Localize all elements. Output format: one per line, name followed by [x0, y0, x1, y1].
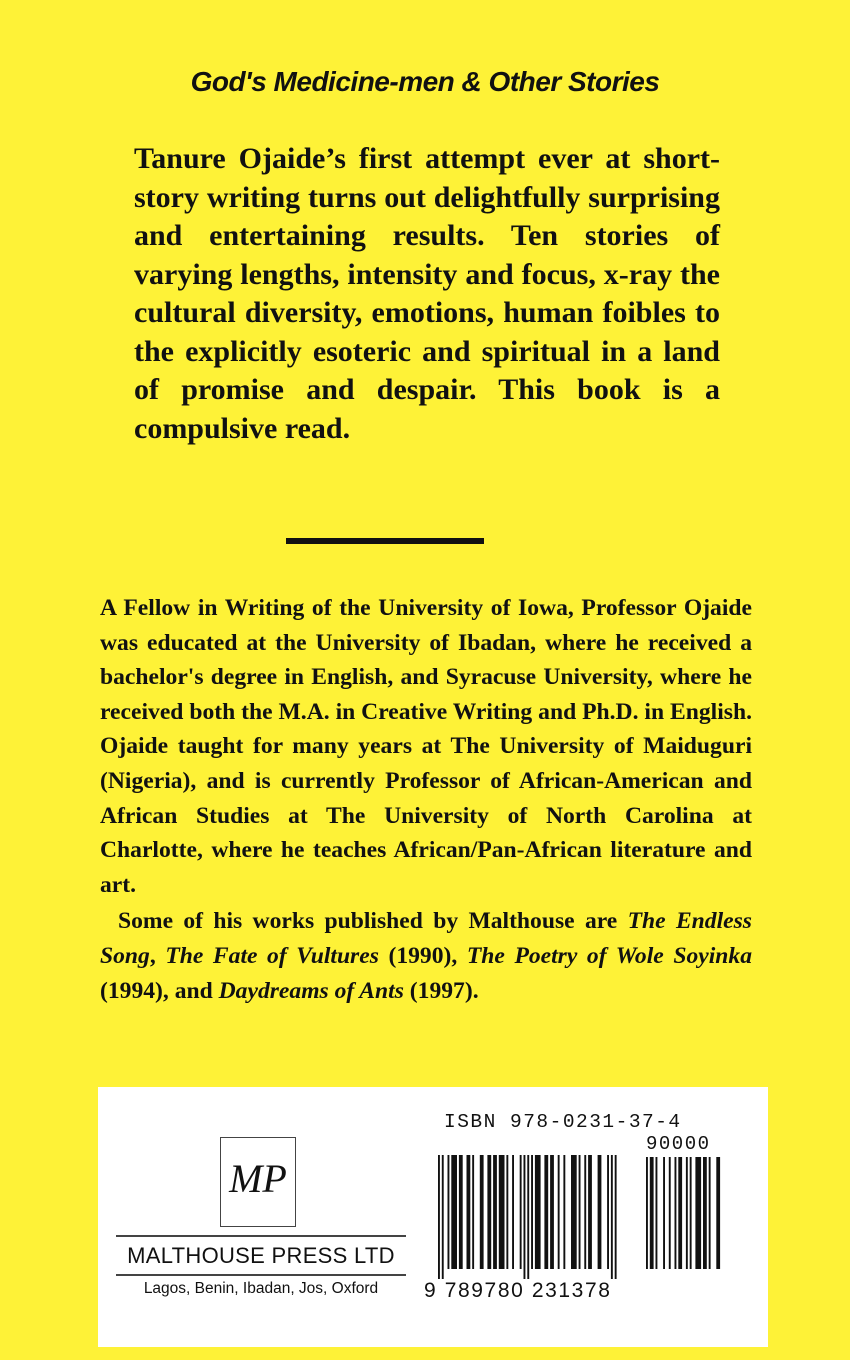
- barcode-digits: 9 789780 231378: [424, 1279, 612, 1302]
- barcode-panel: [98, 1087, 768, 1347]
- barcode-bar: [512, 1155, 514, 1269]
- barcode-bar: [535, 1155, 541, 1269]
- publisher-rule-top: [116, 1235, 406, 1237]
- barcode-bar: [650, 1157, 654, 1269]
- barcode-bar: [527, 1155, 529, 1279]
- barcode-bar: [675, 1157, 677, 1269]
- barcode-bar: [690, 1157, 692, 1269]
- barcode-bar: [448, 1155, 450, 1269]
- barcode-bar: [459, 1155, 463, 1269]
- barcode-bar: [472, 1155, 474, 1269]
- price-code: 90000: [646, 1133, 711, 1155]
- work-title: The Poetry of Wole Soyinka: [466, 942, 752, 969]
- book-blurb: Tanure Ojaide’s first attempt ever at short-story writing turns out delightfully surprising and entertaining results. Ten stories of varying lengths, intensity and focus, x-ray the cultural diversity, emotions, human foibles to the explicitly esoteric and spiritual in a land of promise and despair. This book is a compulsive read.: [134, 142, 720, 445]
- barcode-bar: [524, 1155, 526, 1279]
- work-year: (1990),: [378, 942, 467, 969]
- work-title: The Endless Song: [100, 908, 752, 969]
- works-list: [100, 904, 752, 1008]
- book-title: God's Medicine-men & Other Stories: [190, 66, 660, 97]
- barcode-bar: [598, 1155, 602, 1269]
- isbn-label: ISBN 978-0231-37-4: [444, 1111, 682, 1133]
- barcode-bar: [579, 1155, 581, 1269]
- author-bio-section: [100, 591, 752, 1008]
- barcode-bar: [663, 1157, 665, 1269]
- work-title: Daydreams of Ants: [218, 977, 404, 1004]
- publisher-cities: Lagos, Benin, Ibadan, Jos, Oxford: [143, 1280, 379, 1297]
- work-year: (1994), and: [100, 977, 219, 1004]
- work-year: (1997).: [403, 977, 479, 1004]
- barcode-bar: [695, 1157, 701, 1269]
- publisher-rule-bottom: [116, 1274, 406, 1276]
- barcode-bar: [571, 1155, 577, 1269]
- barcode-bar: [550, 1155, 554, 1269]
- barcode-bar: [678, 1157, 682, 1269]
- barcode-bar: [493, 1155, 497, 1269]
- barcode-bar: [531, 1155, 533, 1269]
- publisher-logo: MP: [220, 1137, 296, 1227]
- section-divider: [286, 538, 484, 544]
- barcode-bar: [451, 1155, 457, 1269]
- barcode-bar: [584, 1155, 586, 1269]
- barcode-bar: [646, 1157, 648, 1269]
- barcode-bar: [656, 1157, 658, 1269]
- barcode-bar: [480, 1155, 484, 1269]
- barcode-bar: [467, 1155, 471, 1269]
- barcode-bar: [558, 1155, 560, 1269]
- barcode-bar: [506, 1155, 508, 1269]
- barcode-bar: [544, 1155, 548, 1269]
- barcode-bar: [703, 1157, 707, 1269]
- barcode-bar: [607, 1155, 609, 1269]
- barcode-bar: [438, 1155, 440, 1279]
- barcode-bar: [686, 1157, 688, 1269]
- price-barcode: [646, 1157, 726, 1277]
- barcode-bar: [611, 1155, 613, 1279]
- barcode-bar: [716, 1157, 720, 1269]
- publisher-name: MALTHOUSE PRESS LTD: [127, 1243, 395, 1268]
- barcode-bar: [669, 1157, 671, 1269]
- barcode-bar: [487, 1155, 491, 1269]
- barcode-bar: [588, 1155, 592, 1269]
- barcode-bar: [563, 1155, 565, 1269]
- isbn-barcode: [438, 1155, 634, 1281]
- works-intro: Some of his works published by Malthouse are: [118, 908, 628, 935]
- barcode-bar: [615, 1155, 617, 1279]
- author-bio: A Fellow in Writing of the University of Iowa, Professor Ojaide was educated at the University of Ibadan, where he received a bachelor's degree in English, and Syracuse University, where he received both the M.A. in Creative Writing and Ph.D. in English. Ojaide taught for many years at The University of Maiduguri (Nigeria), and is currently Professor of African-American and African Studies at The University of North Carolina at Charlotte, where he teaches African/Pan-African literature and art.: [100, 595, 752, 898]
- barcode-bar: [499, 1155, 505, 1269]
- barcode-bar: [709, 1157, 711, 1269]
- work-title: The Fate of Vultures: [165, 942, 379, 969]
- works-separator: ,: [149, 942, 166, 969]
- barcode-bar: [442, 1155, 444, 1279]
- barcode-bar: [520, 1155, 522, 1269]
